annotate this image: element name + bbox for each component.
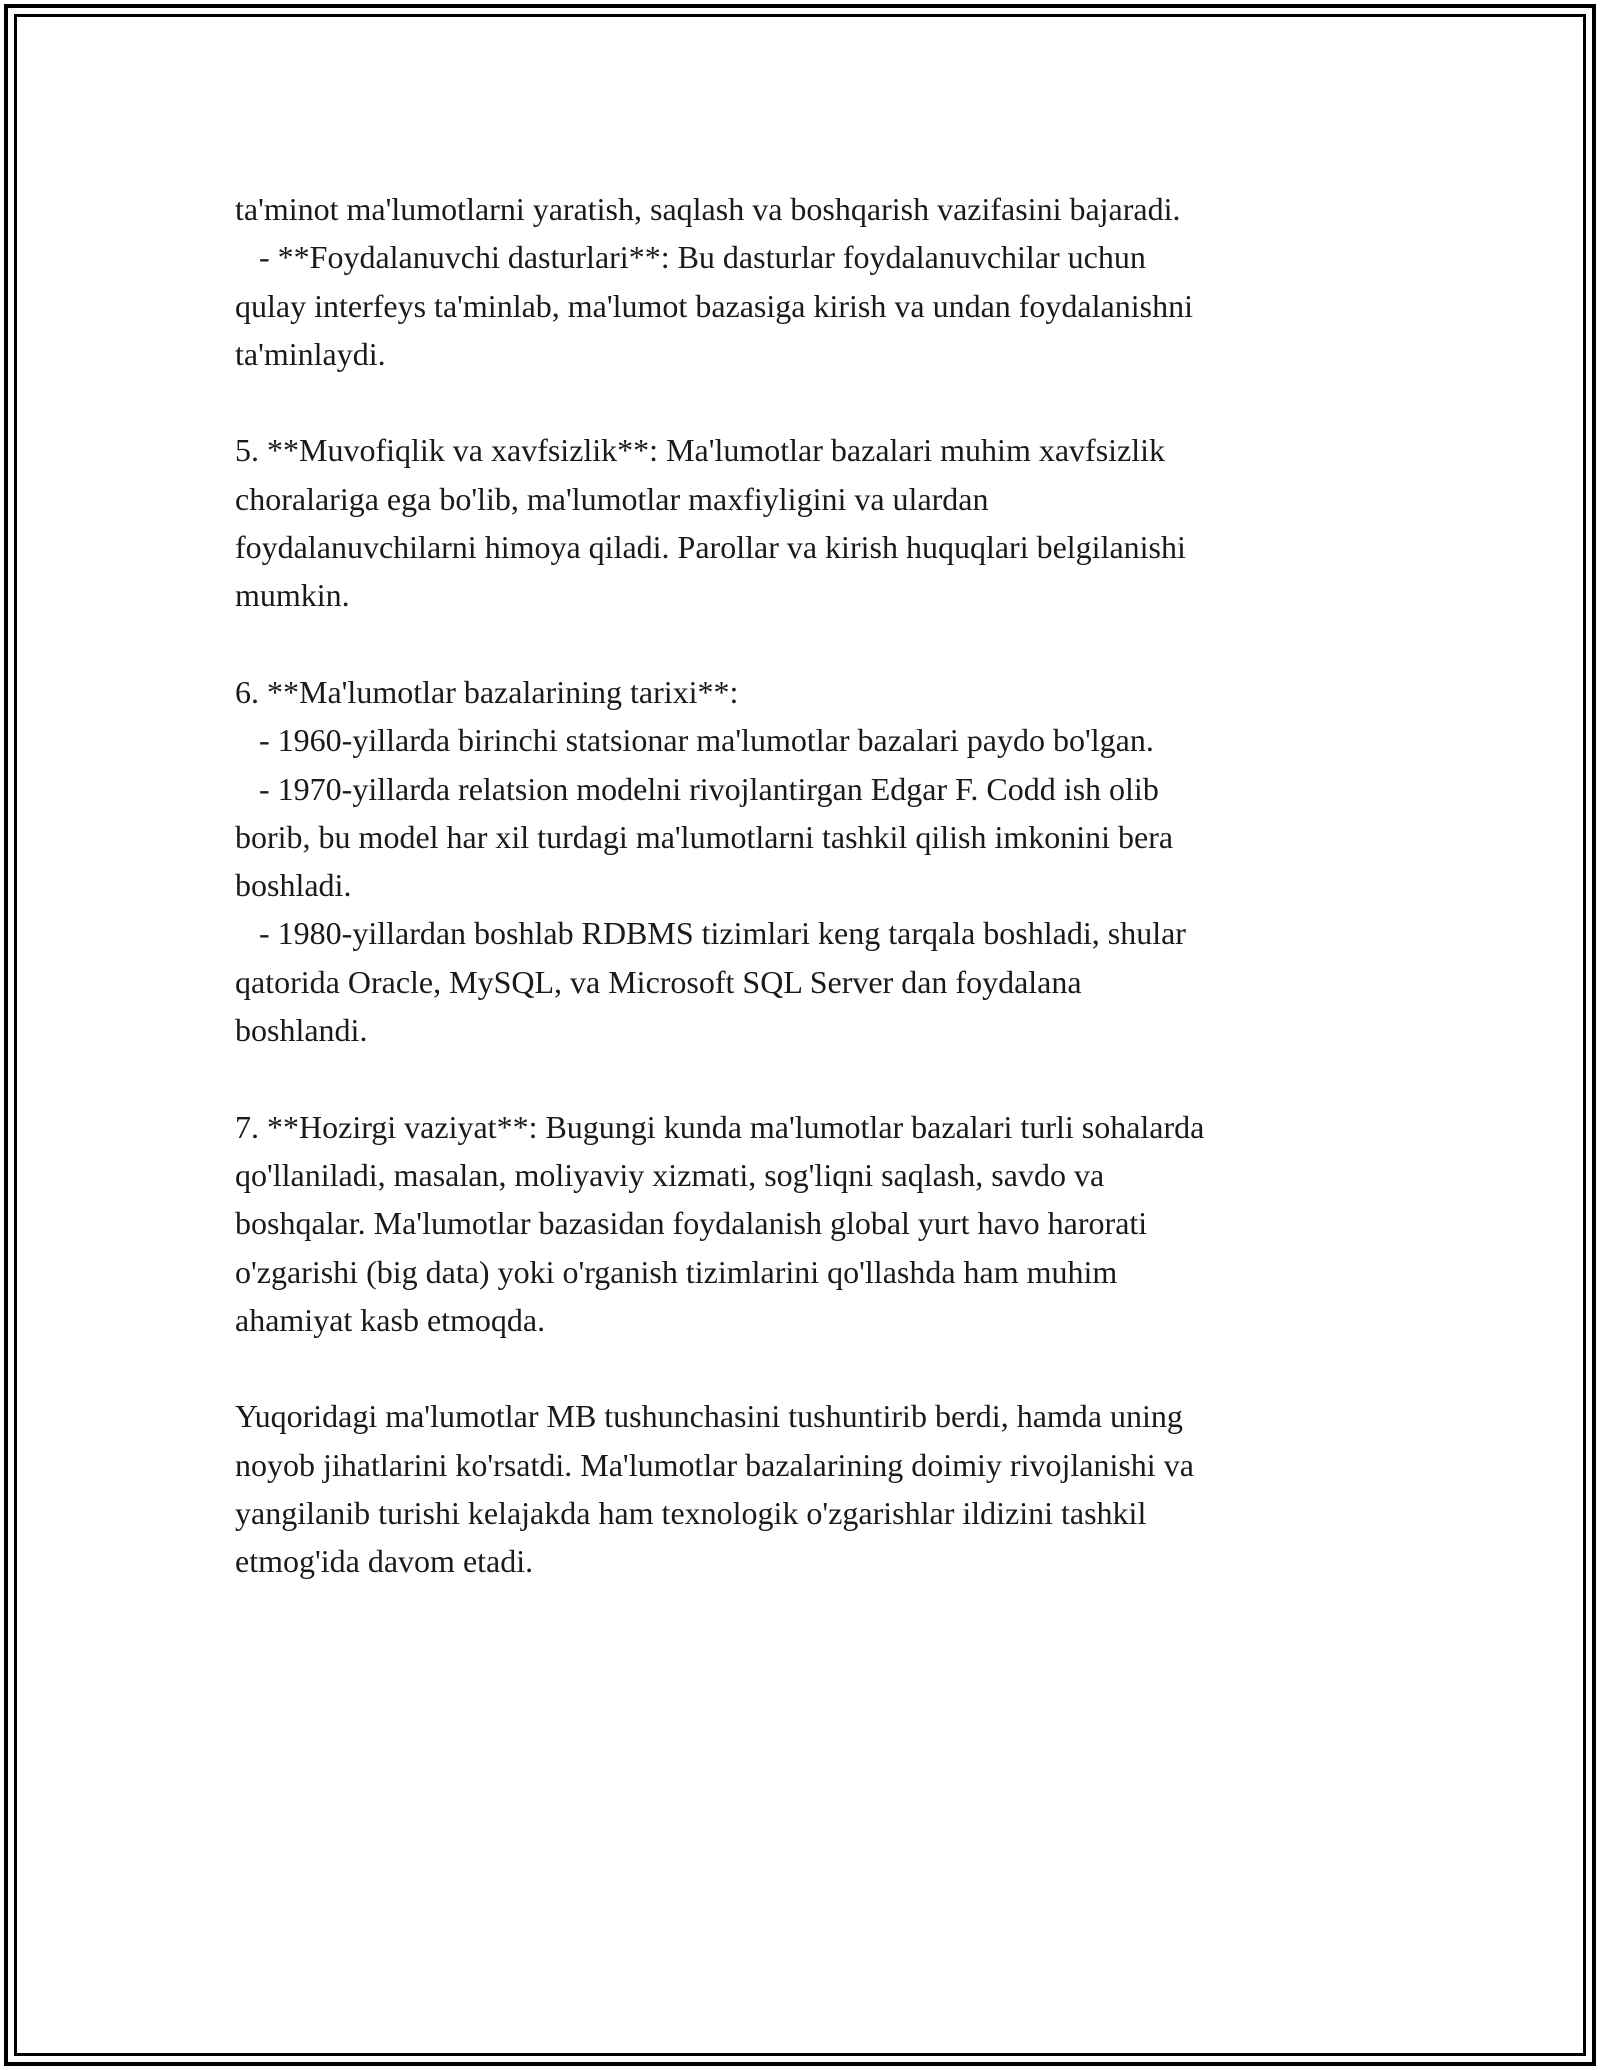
text-line: qatorida Oracle, MySQL, va Microsoft SQL Server dan foydalana bbox=[235, 963, 1082, 1000]
paragraph-gap bbox=[235, 620, 1365, 668]
text-line: boshqalar. Ma'lumotlar bazasidan foydalanish global yurt havo harorati bbox=[235, 1205, 1148, 1242]
text-line: 5. **Muvofiqlik va xavfsizlik**: Ma'lumotlar bazalari muhim xavfsizlik bbox=[235, 432, 1166, 469]
document-body bbox=[235, 185, 1365, 1586]
text-line: - 1980-yillardan boshlab RDBMS tizimlari keng tarqala boshladi, shular bbox=[235, 915, 1186, 952]
text-line: yangilanib turishi kelajakda ham texnologik o'zgarishlar ildizini tashkil bbox=[235, 1495, 1147, 1532]
text-line: qulay interfeys ta'minlab, ma'lumot bazasiga kirish va undan foydalanishni bbox=[235, 287, 1193, 324]
paragraph-gap bbox=[235, 1344, 1365, 1392]
text-line: 6. **Ma'lumotlar bazalarining tarixi**: bbox=[235, 673, 739, 710]
text-line: boshladi. bbox=[235, 867, 352, 904]
text-line: choralariga ega bo'lib, ma'lumotlar maxfiyligini va ulardan bbox=[235, 480, 989, 517]
text-line: - 1960-yillarda birinchi statsionar ma'lumotlar bazalari paydo bo'lgan. bbox=[235, 722, 1154, 759]
text-line: mumkin. bbox=[235, 577, 350, 614]
text-line: 7. **Hozirgi vaziyat**: Bugungi kunda ma'lumotlar bazalari turli sohalarda bbox=[235, 1108, 1205, 1145]
text-line: boshlandi. bbox=[235, 1012, 368, 1049]
text-line: noyob jihatlarini ko'rsatdi. Ma'lumotlar bazalarining doimiy rivojlanishi va bbox=[235, 1446, 1194, 1483]
text-line: Yuqoridagi ma'lumotlar MB tushunchasini tushuntirib berdi, hamda uning bbox=[235, 1398, 1183, 1435]
paragraph-gap bbox=[235, 1054, 1365, 1102]
text-line: ta'minlaydi. bbox=[235, 335, 386, 372]
paragraph-gap bbox=[235, 378, 1365, 426]
text-line: foydalanuvchilarni himoya qiladi. Parollar va kirish huquqlari belgilanishi bbox=[235, 529, 1186, 566]
text-line: qo'llaniladi, masalan, moliyaviy xizmati, sog'liqni saqlash, savdo va bbox=[235, 1156, 1105, 1193]
text-line: ta'minot ma'lumotlarni yaratish, saqlash va boshqarish vazifasini bajaradi. bbox=[235, 191, 1181, 227]
text-line: - **Foydalanuvchi dasturlari**: Bu dasturlar foydalanuvchilar uchun bbox=[235, 239, 1146, 276]
text-line: o'zgarishi (big data) yoki o'rganish tizimlarini qo'llashda ham muhim bbox=[235, 1253, 1118, 1290]
text-line: borib, bu model har xil turdagi ma'lumotlarni tashkil qilish imkonini bera bbox=[235, 818, 1174, 855]
text-line: ahamiyat kasb etmoqda. bbox=[235, 1301, 546, 1338]
text-line: - 1970-yillarda relatsion modelni rivojlantirgan Edgar F. Codd ish olib bbox=[235, 770, 1159, 807]
text-line: etmog'ida davom etadi. bbox=[235, 1543, 534, 1580]
